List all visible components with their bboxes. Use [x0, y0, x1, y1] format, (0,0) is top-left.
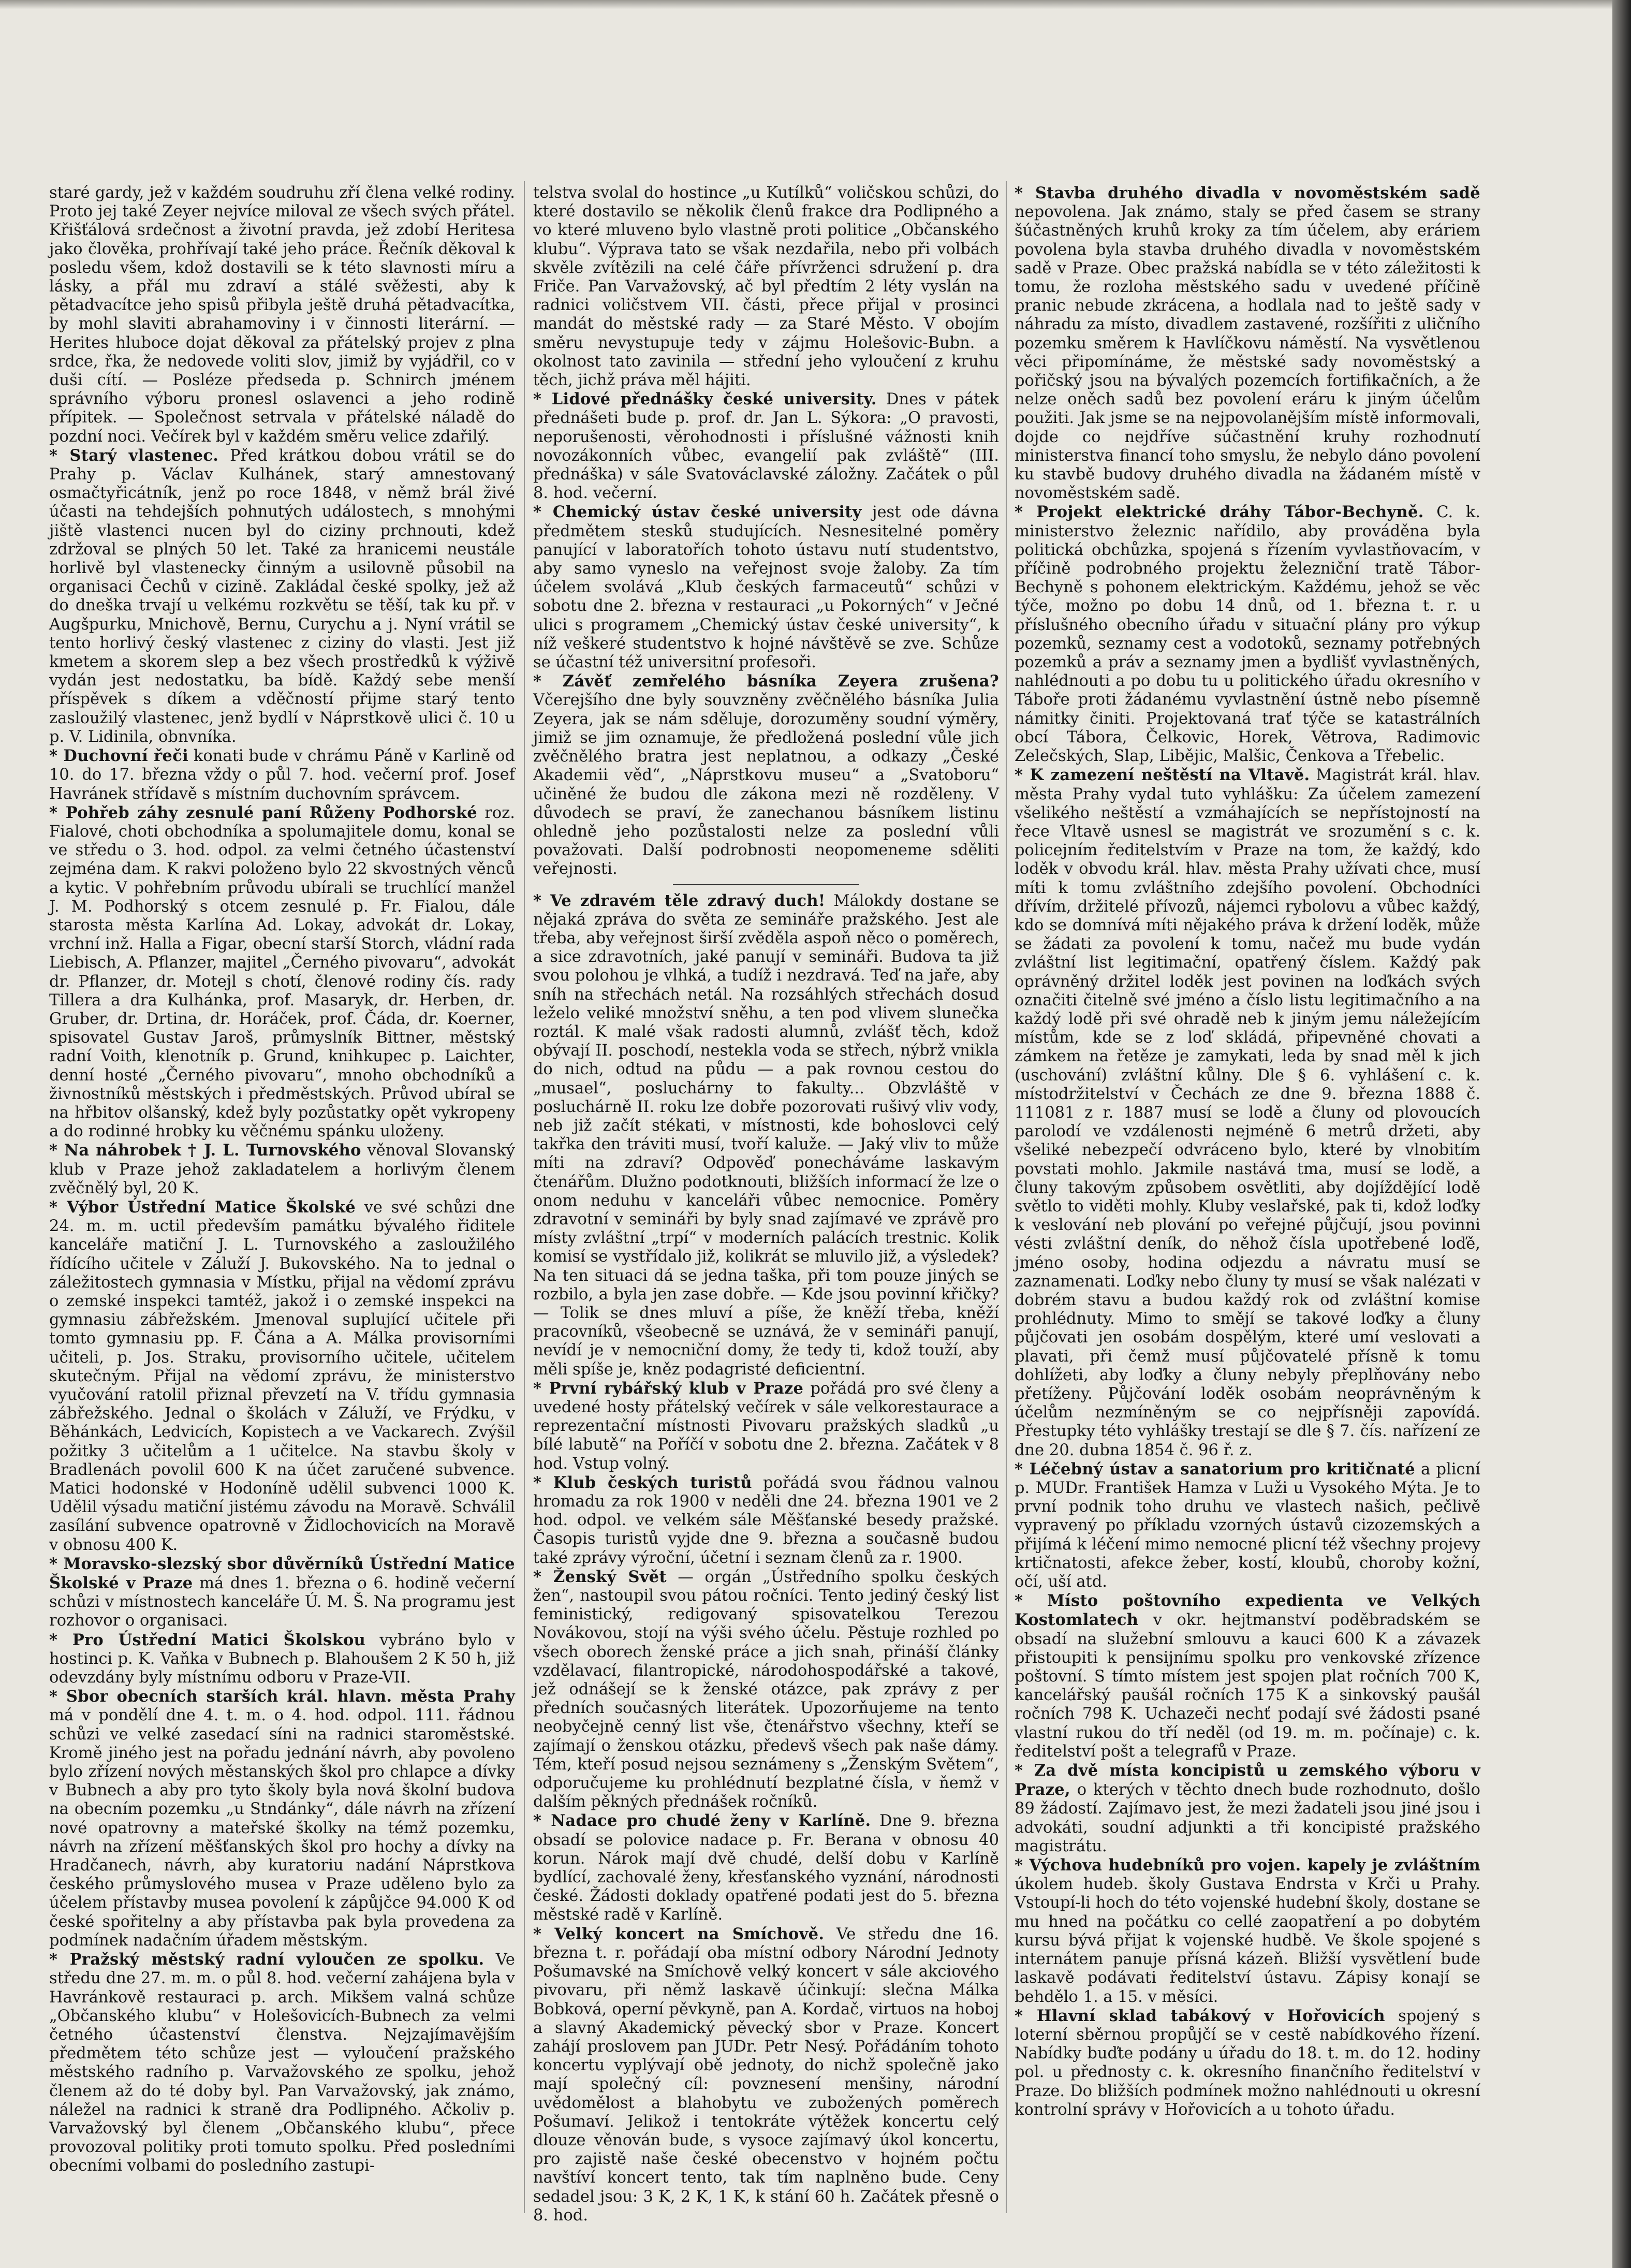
article-heading: * Výbor Ústřední Matice Školské: [49, 1197, 356, 1217]
article-heading: * Pražský městský radní vyloučen ze spolku.: [49, 1950, 484, 1969]
article-text: věnoval Slovanský klub v Praze jehož zakladatelem a horlivým členem zvěčnělý byl, 20 K.: [49, 1142, 515, 1197]
article-text: Ve středu dne 16. března t. r. pořádají oba místní odbory Národní Jednoty Pošumavské na Smíchově velký koncert v sále akciového pivovaru, při němž laskavě účinkují: slečna Málka Bobková, operní pěvkyně, pan A. Kordač, virtuos na hoboj a slavný Akademický pěvecký sbor v Praze. Koncert zahájí proslovem pan JUDr. Petr Nesý. Pořádáním tohoto koncertu vyplývají obě jednoty, do nichž společně jako mají společný cíl: povznesení menšiny, národní uvědomělost a blahobytu ve zubožených poměrech Pošumaví. Jelikož i tentokráte výtěžek koncertu celý dlouze věnován bude, s vysoce zajímavý úkol koncertu, pro zajistě naše české obecenstvo v hojném počtu navštíví koncert tento, tak tím naplněno bude. Ceny sedadel jsou: 3 K, 2 K, 1 K, k stání 60 h. Začátek přesně o 8. hod.: [533, 1925, 999, 2225]
article-paragraph: [1015, 1460, 1480, 1591]
article-paragraph: [1015, 1591, 1480, 1761]
article-text: má v pondělí dne 4. t. m. o 4. hod. odpol. 111. řádnou schůzi ve velké zasedací síni na radnici staroměstské. Kromě jiného jest na pořadu jednání návrh, aby povoleno bylo zřízení nových městanských škol pro chlapce a dívky v Bubnech a aby pro tyto školy byla nová školní budova na obecním pozemku „u Stndánky“, dále návrh na zřízení nové opatrovny a mateřské školky na témž pozemku, návrh na zřízení měšťanských škol pro hochy a dívky na Hradčanech, návrh, aby kuratoriu nadání Náprstkova českého průmyslového musea v Praze uděleno bylo za účelem přístavby musea povolení k zápůjčce 94.000 K od české spořitelny a aby přístavba pak byla provedena za podmínek nadačním úřadem městským.: [49, 1706, 515, 1950]
article-paragraph: [533, 1379, 999, 1473]
column-right: [1015, 184, 1480, 2213]
article-heading: * Starý vlastenec.: [49, 446, 219, 465]
article-text: vybráno bylo v hostinci p. K. Vaňka v Bubnech p. Blahoušem 2 K 50 h, již odevzdány byly místnímu odboru v Praze-VII.: [49, 1631, 515, 1687]
article-text: Málokdy dostane se nějaká zpráva do světa ze semináře pražského. Jest ale třeba, aby veřejnost širší zvěděla aspoň něco o poměrech, a sice zdravotních, jaké panují v semináři. Budova ta již svou polohou je vlhká, a tudíž i nezdravá. Teď na jaře, aby sníh na střechách netál. Na rozsáhlých střechách dosud leželo veliké množství sněhu, a ten pod vlivem slunečka roztál. K malé však radosti alumnů, zvlášť těch, kdož obývají II. poschodí, nestekla voda se střech, nýbrž vnikla do nich, odtud na půdu — a pak rovnou cestou do „musael“, posluchárny to fakulty... Obzvláště v posluchárně II. roku lze dobře pozorovati rušivý vliv vody, neb již začít stékati, v místnosti, kde bohoslovci celý takřka den tráviti musí, tvoří kaluže. — Jaký vliv to může míti na zdraví? Odpověď ponecháváme laskavým čtenářům. Dlužno podotknouti, bližších informací že lze o onom neduhu v kanceláři vůbec nemocnice. Poměry zdravotní v semináři by byly snad zajímavé ve zprávě pro místy zvláštní „trpí“ v moderních palácích trestnic. Kolik komisí se vystřídalo již, kolikrát se mluvilo již, a výsledek? Na ten situaci dá se jedna taška, při tom pouze jiných se rozbilo, a byla jen zase dobře. — Kde jsou povinní křičky? — Tolik se dnes mluví a píše, že kněží třeba, kněží pracovníků, všeobecně se uznává, že v semináři panují, nevídí je v nemocniční domy, že tedy ti, kdož touží, aby měli spíše je, kněz podagristé deficientní.: [533, 891, 1000, 1379]
article-text: telstva svolal do hostince „u Kutílků“ voličskou schůzi, do které dostavilo se několik členů frakce dra Podlipného a vo které mluveno bylo vlastně proti politice „Občanského klubu“. Výprava tato se však nezdařila, nebo při volbách skvěle zvítězili na celé čáře přívrženci sdružení p. dra Friče. Pan Varvažovský, ač byl předtím 2 léty vyslán na radnici voličstvem VII. části, přece přijal v prosinci mandát do městské rady — za Staré Město. V obojím směru nevystupuje tedy v zájmu Holešovic-Bubn. a okolnost tato zavinila — střední jeho vyloučení z kruhu těch, jichž práva měl hájiti.: [533, 184, 999, 390]
column-rule-right: [1006, 181, 1007, 2213]
article-heading: * Sbor obecních starších král. hlavn. města Prahy: [49, 1687, 515, 1706]
article-heading: * Výchova hudebníků pro vojen. kapely je zvláštním: [1015, 1856, 1480, 1875]
article-heading: * Za dvě místa koncipistů u zemského výboru v Praze,: [1015, 1761, 1480, 1799]
article-text: Ve středu dne 27. m. m. o půl 8. hod. večerní zahájena byla v Havránkově restauraci p. arch. Mikšem valná schůze „Občanského klubu“ v Holešovicích-Bubnech za velmi četného účastenství členstva. Nejzajímavějším předmětem této schůze jest — vyloučení pražského městského radního p. Varvažovského ze spolku, jehož členem až do té doby byl. Pan Varvažovský, jak známo, náležel na radnici k straně dra Podlipného. Ačkoliv p. Varvažovský byl členem „Občanského klubu“, přece provozoval politiky proti tomuto spolku. Před posledními obecními volbami do posledního zastupi-: [49, 1951, 515, 2175]
article-text: — orgán „Ústředního spolku českých žen“, nastoupil svou pátou ročníci. Tento jediný český list feministický, redigovaný spisovatelkou Terezou Novákovou, stojí na výši svého účelu. Pěstuje rozhled po všech oborech ženské práce a jich snah, přináší články vzdělavací, filantropické, národohospodářské a takové, jež odnášejí se k ženské otázce, pak zprávy z per předních současných literátek. Upozorňujeme na tento neobyčejně cenný list vše, čtenářstvo všechny, kteří se zajímají o ženskou otázku, předevš všech pak naše dámy. Tém, kteří posud nejsou seznámeny s „Ženským Světem“, odporučujeme ku prohlédnutí bezplatné čísla, v ňemž v dalším pěkných přednášek ročníků.: [533, 1568, 999, 1811]
article-heading: * První rybářský klub v Praze: [533, 1379, 804, 1398]
article-paragraph: [49, 1555, 515, 1631]
article-heading: * Ve zdravém těle zdravý duch!: [533, 891, 826, 910]
article-heading: * Lidové přednášky české university.: [533, 390, 877, 409]
article-paragraph: [1015, 1856, 1480, 2007]
article-paragraph: [533, 1925, 999, 2225]
article-text: C. k. ministerstvo železnic nařídilo, aby prováděna byla politická obchůzka, spojená s řízením vyvlastňovacím, v příčině podrobného projektu železniční tratě Tábor-Bechyně s pohonem elektrickým. Každému, jehož se věc týče, možno po dobu 14 dnů, od 1. března t. r. u příslušného obecního úřadu v situační plány pro výkup pozemků, seznamy cest a vodotoků, seznamy potřebných pozemků a práv a seznamy jmen a bydlišť vyvlastněných, nahlédnouti a po dobu tu u politického úřadu okresního v Táboře proti žádanému vyvlastnění ústně nebo písemně námitky činiti. Projektovaná trať týče se katastrálních obcí Tábora, Čelkovic, Horek, Větrova, Radimovic Zelečských, Slap, Libějic, Malšic, Čenkova a Třebelic.: [1015, 503, 1480, 766]
article-heading: * Duchovní řeči: [49, 747, 188, 766]
article-heading: * Místo poštovního expedienta ve Velkých Kostomlatech: [1015, 1591, 1480, 1630]
column-left: [49, 184, 515, 2213]
article-paragraph: [49, 184, 515, 446]
article-paragraph: [1015, 766, 1480, 1460]
article-text: úkolem hudeb. školy Gustava Endrsta v Krči u Prahy. Vstoupí-li hoch do této vojenské hudební školy, dostane se mu hned na počátku co cellé zaopatření a po dobytém kursu bývá přijat k vojenské hudbě. Ve škole spojené s internátem panuje přísná kázeň. Bližší vysvětlení bude laskavě podávati ředitelství ústavu. Zápisy konají se behdělo 1. a 15. v měsíci.: [1015, 1875, 1480, 2006]
article-heading: * Pohřeb záhy zesnulé paní Růženy Podhorské: [49, 803, 477, 822]
article-heading: * Projekt elektrické dráhy Tábor-Bechyně.: [1015, 503, 1424, 522]
article-paragraph: [1015, 2007, 1480, 2119]
article-paragraph: [49, 446, 515, 747]
article-text: pořádá svou řádnou valnou hromadu za rok 1900 v neděli dne 24. března 1901 ve 2 hod. odpol. ve velkém sále Měšťanské besedy pražské. Časopis turistů vyjde dne 9. března a současně budou také zprávy výroční, účetní i seznam členů za r. 1900.: [533, 1473, 999, 1567]
article-text: roz. Fialové, choti obchodníka a spolumajitele domu, konal se ve středu o 3. hod. odpol. za velmi četného účastenství zejména dam. K rakvi položeno bylo 22 skvostných věnců a kytic. V pohřebním průvodu ubírali se truchlící manžel J. M. Podhorský s otcem zesnulé p. Fr. Fialou, dále starosta města Karlína Ad. Lokay, advokát dr. Lokay, vrchní inž. Halla a Figar, obecní starší Storch, vládní rada Liebisch, A. Pflanzer, majitel „Černého pivovaru“, advokát dr. Pflanzer, dr. Motejl s chotí, členové rodiny čís. rady Tillera a dra Kulhánka, prof. Masaryk, dr. Herben, dr. Gruber, dr. Drtina, dr. Horáček, prof. Čáda, dr. Koerner, spisovatel Gustav Jaroš, průmyslník Bittner, městský radní Voith, klenotník p. Grund, knihkupec p. Laichter, denní hosté „Černého pivovaru“, mnoho obchodníků a živnostníků městských i předměstských. Průvod ubíral se na hřbitov olšanský, kdež byly pozůstatky opět vykropeny a do rodinné hrobky ku věčnému spánku uloženy.: [49, 803, 515, 1141]
article-text: má dnes 1. března o 6. hodině večerní schůzi v místnostech kanceláře Ú. M. Š. Na programu jest rozhovor o organisaci.: [49, 1574, 516, 1630]
article-text: spojený s loterní sběrnou propůjčí se v cestě nabídkového řízení. Nabídky buďte podány u úřadu do 18. t. m. do 12. hodiny pol. u přednosty c. k. okresního finančního ředitelství v Praze. Do bližších podmínek možno nahlédnouti u okresní kontrolní správy v Hořovicích a u tohoto úřadu.: [1015, 2007, 1480, 2119]
article-text: Magistrát král. hlav. města Prahy vydal tuto vyhlášku: Za účelem zamezení všelikého neštěstí a vzmáhajících se nepřístojností na řece Vltavě usnesl se magistrát ve srozumění s c. k. policejním ředitelstvím v Praze na tom, že každý, kdo loděk v obvodu král. hlav. města Prahy užívati chce, musí míti k tomu zvláštního zdejšího povolení. Obchodníci dřívím, držitelé přívozů, nájemci rybolovu a vůbec každý, kdo se domnívá míti nějakého práva k držení loděk, může se žádati za povolení k tomu, načež mu bude vydán zvláštní list legitimační, opatřený číslem. Každý pak oprávněný držitel loděk jest povinen na loďkách svých označiti čitelně své jméno a číslo listu legitimačního a na každý lodě při své ohradě neb k jiným jemu náležejícím místům, kde se z loď skládá, připevněné chovati a zámkem na řetěze je zamykati, leda by snad měl k jich (uschování) zvláštní kůlny. Dle § 6. vyhlášení c. k. místodržitelství v Čechách ze dne 9. března 1888 č. 111081 z r. 1887 musí se lodě a čluny od plovoucích parolodí ve vzdálenosti nejméně 6 metrů držeti, aby všeliké nebezpečí odvráceno bylo, které by vlnobitím povstati mohlo. Jakmile nastává tma, musí se lodě, a čluny takovým způsobem osvětliti, aby dojíždějící lodě světlo to viděti mohly. Kluby veslařské, pak ti, kdož loďky k veslování neb plování po veřejné půjčují, jsou povinni vésti zvláštní deník, do něhož čísla upotřebené loďě, jméno osoby, hodina odjezdu a návratu musí se zaznamenati. Loďky nebo čluny ty musí se však nalézati v dobrém stavu a budou každý rok od zvláštní komise prohlédnuty. Mimo to smějí se takové loďky a čluny půjčovati jen osobám dospělým, které umí veslovati a plavati, při čemž musí půjčovatelé přísně k tomu dohlížeti, aby loďky a čluny nebyly přeplňovány nebo přetíženy. Půjčování loděk osobám neoprávněným k účelům nezmíněným se co nejpřísněji zapovídá. Přestupky této vyhlášky trestají se dle § 7. čís. nařízení ze dne 20. dubna 1854 č. 96 ř. z.: [1015, 766, 1480, 1459]
article-paragraph: [49, 803, 515, 1142]
article-heading: * Pro Ústřední Matici Školskou: [49, 1630, 366, 1649]
article-heading: * Chemický ústav české university: [533, 503, 862, 522]
article-paragraph: [1015, 1761, 1480, 1856]
article-heading: * Na náhrobek † J. L. Turnovského: [49, 1141, 361, 1160]
column-middle: [533, 184, 1000, 2225]
article-text: Dne 9. března obsadí se polovice nadace p. Fr. Berana v obnosu 40 korun. Nárok mají dvě chudé, delší dobu v Karlíně bydlící, zachovalé ženy, křesťanského vyznání, národnosti české. Žádosti doklady opatřené podati jest do 5. března městské radě v Karlíně.: [533, 1812, 1000, 1924]
column-rule-left: [524, 181, 525, 2213]
section-divider: [673, 884, 859, 885]
article-paragraph: [533, 184, 999, 390]
article-paragraph: [533, 390, 999, 503]
article-heading: * Závěť zemřelého básníka Zeyera zrušena?: [533, 672, 999, 691]
article-paragraph: [533, 1811, 999, 1924]
article-heading: * Klub českých turistů: [533, 1473, 752, 1492]
page-binding-edge: [1612, 0, 1631, 2268]
article-text: ve své schůzi dne 24. m. m. uctil především památku bývalého řiditele kanceláře matiční J. L. Turnovského a zasloužilého řídícího učitele v Záluží J. Bukovského. Na to jednal o záležitostech gymnasia v Místku, přijal na vědomí zprávu o zemské inspekci tamtéž, jakož i o zemské inspekci na gymnasiu zábřežském. Jmenoval suplující učitele při tomto gymnasiu pp. F. Čána a A. Málka provisorními učiteli, p. Jos. Straku, provisorního učitele, učitelem skutečným. Přijal na vědomí zprávu, že ministerstvo vyučování ratolil přiznal převzetí na V. třídu gymnasia zábřežského. Jednal o školách v Záluží, ve Frýdku, v Běhánkách, Ledvicích, Kopistech a ve Vackarech. Zvýšil požitky 3 učitelům a 1 učitelce. Na stavbu školy v Bradlenách povolil 600 K na účet zaručené subvence. Matici hodonské v Hodoníně udělil subvenci 1000 K. Udělil výsadu matiční jistému závodu na Moravě. Schválil zasílání subvence opatrovně v Židlochovicích na Moravě v obnosu 400 K.: [49, 1198, 515, 1554]
article-paragraph: [533, 503, 999, 672]
article-heading: * Léčebný ústav a sanatorium pro kritičnaté: [1015, 1459, 1415, 1479]
article-paragraph: [49, 1631, 515, 1688]
page-top-edge: [0, 0, 1631, 9]
article-text: staré gardy, jež v každém soudruhu zří člena velké rodiny. Proto jej také Zeyer nejvíce miloval ze všech svých přátel. Křišťálová srdečnost a životní pravda, jež zdobí Heritesa jako člověka, prohřívají také jeho práce. Řečník děkoval k posledu všem, kdož dostavili se k této slavnosti míru a lásky, a přál mu zdraví a stálé svěžesti, aby k pětadvacítce jeho spisů přibyla ještě druhá pětadvacítka, by mohl slaviti abrahamoviny i v činnosti literární. — Herites hluboce dojat děkoval za přátelský projev z plna srdce, řka, že nedovede voliti slov, jimiž by vyjádřil, co v duši cítí. — Posléze předseda p. Schnirch jménem správního výboru pronesl oslavenci a jeho rodině přípitek. — Společnost setrvala v přátelské náladě do pozdní noci. Večírek byl v každém směru velice zdařilý.: [49, 184, 515, 446]
article-heading: * Moravsko-slezský sbor důvěrníků Ústřední Matice Školské v Praze: [49, 1554, 515, 1593]
article-text: Včerejšího dne byly souvzněny zvěčnělého básníka Julia Zeyera, jak se nám sděluje, dorozuměny soudní výměry, jimiž se jim oznamuje, že předložená poslední vůle jich zvěčnělého bratra jest neplatnou, a odkazy „České Akademii věd“, „Náprstkovu museu“ a „Svatoboru“ učiněné že budou dle zákona mezi ně rozděleny. V důvodech se praví, že zanechanou básníkem listinu ohledně jeho pozůstalosti nelze za poslední vůli považovati. Další podrobnosti neopomeneme sděliti veřejnosti.: [533, 691, 999, 879]
article-paragraph: [533, 891, 999, 1379]
article-paragraph: [533, 1473, 999, 1568]
article-paragraph: [49, 1141, 515, 1198]
article-text: Dnes v pátek přednášeti bude p. prof. dr. Jan L. Sýkora: „O pravosti, neporušenosti, věrohodnosti i příslušné vážnosti knih novozákonních vůbec, evangelií pak zvláště“ (III. přednáška) v sále Svatováclavské záložny. Začátek o půl 8. hod. večerní.: [533, 390, 999, 503]
article-paragraph: [533, 1568, 999, 1812]
article-text: pořádá pro své členy a uvedené hosty přátelský večírek v sále velkorestaurace a reprezentační místnosti Pivovaru pražských sladků „u bílé labutě“ na Poříčí v sobotu dne 2. března. Začátek v 8 hod. Vstup volný.: [533, 1379, 999, 1473]
article-text: jest ode dávna předmětem stesků studujících. Nesnesitelné poměry panující v laboratořích tohoto ústavu nutí studentstvo, aby samo vyneslo na veřejnost svoje žaloby. Za tím účelem svolává „Klub českých farmaceutů“ schůzi v sobotu dne 2. března v restauraci „u Pokorných“ v Ječné ulici s programem „Chemický ústav české university“, k níž veškeré studentstvo k hojné návštěvě se zve. Schůze se účastní též universitní profesoři.: [533, 503, 999, 672]
article-heading: * Stavba druhého divadla v novoměstském sadě: [1015, 184, 1480, 202]
article-text: a plicní p. MUDr. František Hamza v Luži u Vysokého Mýta. Je to první podnik toho druhu ve vlastech našich, pečlivě vypravený po příkladu vzorných ústavů cizozemských a přijímá k léčení mimo nemocné plicní též všechny projevy krtičnatosti, afekce žeber, kostí, kloubů, choroby kožní, očí, uší atd.: [1015, 1460, 1480, 1591]
article-text: v okr. hejtmanství poděbradském se obsadí na služební smlouvu a kauci 600 K a závazek přistoupiti k pensijnímu spolku pro venkovské zřízence poštovní. S tímto místem jest spojen plat ročních 700 K, kancelářský paušál ročních 175 K a sinkovský paušál ročních 798 K. Uchazeči nechť podají své žádosti psané vlastní rukou do tří neděl (od 19. m. m. počínaje) c. k. ředitelství pošt a telegrafů v Praze.: [1015, 1611, 1480, 1761]
article-paragraph: [533, 672, 999, 879]
article-heading: * Velký koncert na Smíchově.: [533, 1924, 825, 1943]
article-heading: * Hlavní sklad tabákový v Hořovicích: [1015, 2006, 1385, 2025]
article-heading: * Ženský Svět: [533, 1567, 667, 1586]
article-paragraph: [49, 747, 515, 803]
article-text: Před krátkou dobou vrátil se do Prahy p. Václav Kulhánek, starý amnestovaný osmačtyřicátník, jenž po roce 1848, v němž brál živé účasti na tehdejších pohnutých událostech, s mnohými jiště vlastenci nucen byl do ciziny prchnouti, kdež zdržoval se plných 50 let. Také za hranicemi neustále horlivě byl vlastenecky činným a usilovně působil na organisaci Čechů v cizině. Zakládal české spolky, jež až do dneška trvají u velkému rozkvětu se těší, tak ku př. v Augšpurku, Mnichově, Bernu, Curychu a j. Nyní vrátil se tento horlivý český vlastenec z ciziny do vlasti. Jest již kmetem a skorem slep a bez všech prostředků k výživě vydán jest nedostatku, ba bídě. Každý sebe menší příspěvek s díkem a vděčností přijme starý tento zasloužilý vlastenec, jenž bydlí v Náprstkově ulici č. 10 u p. V. Lidinila, obnvníka.: [49, 446, 515, 746]
article-paragraph: [49, 1687, 515, 1950]
article-text: konati bude v chrámu Páně v Karlině od 10. do 17. března vždy o půl 7. hod. večerní prof. Josef Havránek střídavě s místním duchovním správcem.: [49, 747, 516, 803]
article-heading: * Nadace pro chudé ženy v Karlíně.: [533, 1811, 871, 1831]
article-text: nepovolena. Jak známo, staly se před časem se strany šúčastněných kruhů kroky za tím účelem, aby eráriem povolena byla stavba druhého divadla v novoměstském sadě v Praze. Obec pražská nabídla se v této záležitosti k tomu, že rozloha městského sadu v uvedené příčině pranic nebude zkrácena, a hodlala nad to ještě sady v náhradu za místo, divadlem zastavené, rozšířiti z uličního pozemku směrem k Havlíčkovu náměstí. Na vysvětlenou věci připomínáme, že městské sady novoměstský a pořičský jsou na bývalých pozemcích fortifikačních, a že nelze oněch sadů bez povolení eráru k jiným účelům použiti. Jak jsme se na nejpovolanějším místě informovali, dojde co nejdříve súčastnění kruhy rozhodnutí ministerstva financí toho smyslu, že nebylo dáno povolení ku stavbě budovy druhého divadla na žádaném místě v novoměstském sadě.: [1015, 203, 1480, 503]
article-paragraph: [49, 1950, 515, 2175]
article-heading: * K zamezení neštěstí na Vltavě.: [1015, 766, 1310, 785]
article-paragraph: [49, 1198, 515, 1555]
article-paragraph: [1015, 503, 1480, 766]
article-paragraph: [1015, 184, 1480, 503]
article-text: o kterých v těchto dnech bude rozhodnuto, došlo 89 žádostí. Zajímavo jest, že mezi žadateli jsou jiné jsou i advokáti, soudní adjunkti a tři koncipisté pražského magistrátu.: [1015, 1781, 1480, 1855]
